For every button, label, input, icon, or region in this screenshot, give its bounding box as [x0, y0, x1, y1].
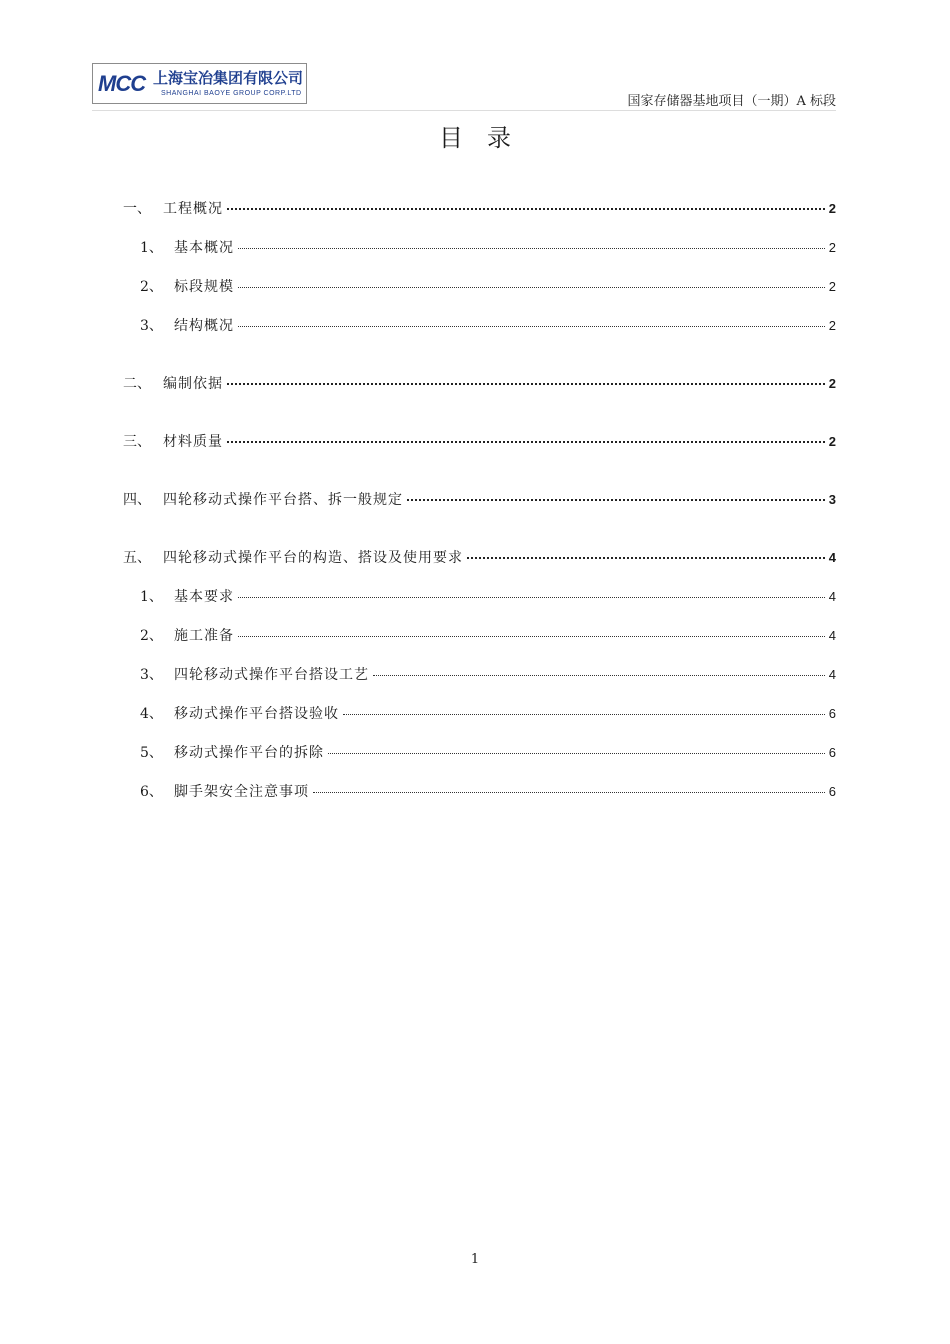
toc-label: 四轮移动式操作平台搭设工艺: [174, 667, 369, 683]
toc-leader: [313, 792, 825, 793]
toc-leader: [227, 441, 825, 443]
toc-label: 脚手架安全注意事项: [174, 784, 309, 800]
toc-label: 结构概况: [174, 318, 234, 334]
toc-label: 材料质量: [163, 434, 223, 450]
header-divider: [92, 110, 836, 111]
toc-label: 基本要求: [174, 589, 234, 605]
toc-leader: [407, 499, 825, 501]
toc-leader: [238, 597, 825, 598]
toc-entry[interactable]: [123, 198, 836, 218]
toc-number: 一、: [123, 201, 151, 217]
toc-page: 4: [828, 628, 836, 643]
toc-entry[interactable]: [123, 489, 836, 509]
toc-page: 3: [828, 492, 836, 507]
toc-leader: [238, 287, 825, 288]
page-title: 目录: [439, 124, 535, 152]
logo-mark: MCC: [98, 71, 146, 96]
toc-label: 工程概况: [163, 201, 223, 217]
toc-page: 2: [828, 318, 836, 333]
toc-entry[interactable]: [123, 373, 836, 393]
toc-label: 四轮移动式操作平台的构造、搭设及使用要求: [163, 550, 463, 566]
logo-company-cn: 上海宝冶集团有限公司: [153, 69, 304, 87]
toc-page: 4: [828, 550, 836, 565]
toc-number: 四、: [123, 492, 151, 508]
toc-label: 四轮移动式操作平台搭、拆一般规定: [163, 492, 403, 508]
page-number: 1: [470, 1252, 480, 1267]
toc-leader: [238, 248, 825, 249]
toc-label: 编制依据: [163, 376, 223, 392]
toc-page: 4: [828, 667, 836, 682]
company-logo: [92, 63, 307, 104]
toc-page: 2: [828, 376, 836, 391]
toc-leader: [238, 636, 825, 637]
toc-leader: [227, 208, 825, 210]
project-header: 国家存储器基地项目（一期）A 标段: [627, 94, 836, 109]
toc-number: 1、: [140, 589, 163, 605]
toc-page: 6: [828, 706, 836, 721]
toc-label: 施工准备: [174, 628, 234, 644]
toc-page: 2: [828, 279, 836, 294]
toc-label: 移动式操作平台搭设验收: [174, 706, 339, 722]
toc-entry[interactable]: [140, 781, 836, 801]
toc-leader: [373, 675, 825, 676]
toc-number: 2、: [140, 279, 163, 295]
toc-entry[interactable]: [140, 703, 836, 723]
toc-page: 2: [828, 434, 836, 449]
toc-entry[interactable]: [140, 664, 836, 684]
toc-page: 2: [828, 240, 836, 255]
toc-label: 基本概况: [174, 240, 234, 256]
logo-company-en: SHANGHAI BAOYE GROUP CORP.LTD: [161, 90, 302, 97]
toc-entry[interactable]: [140, 625, 836, 645]
toc-page: 6: [828, 745, 836, 760]
toc-leader: [467, 557, 825, 559]
toc-leader: [328, 753, 825, 754]
toc-entry[interactable]: [123, 547, 836, 567]
toc-number: 二、: [123, 376, 151, 392]
toc-entry[interactable]: [140, 276, 836, 296]
toc-number: 3、: [140, 667, 163, 683]
toc-number: 五、: [123, 550, 151, 566]
toc-page: 4: [828, 589, 836, 604]
toc-entry[interactable]: [140, 586, 836, 606]
toc-entry[interactable]: [140, 237, 836, 257]
toc-number: 1、: [140, 240, 163, 256]
toc-entry[interactable]: [123, 431, 836, 451]
toc-number: 三、: [123, 434, 151, 450]
toc-leader: [227, 383, 825, 385]
toc-number: 5、: [140, 745, 163, 761]
toc-label: 移动式操作平台的拆除: [174, 745, 324, 761]
toc-leader: [343, 714, 825, 715]
toc-number: 2、: [140, 628, 163, 644]
toc-number: 4、: [140, 706, 163, 722]
toc-page: 6: [828, 784, 836, 799]
toc-label: 标段规模: [174, 279, 234, 295]
toc-number: 6、: [140, 784, 163, 800]
toc-page: 2: [828, 201, 836, 216]
toc-entry[interactable]: [140, 742, 836, 762]
toc-entry[interactable]: [140, 315, 836, 335]
toc-number: 3、: [140, 318, 163, 334]
toc-leader: [238, 326, 825, 327]
